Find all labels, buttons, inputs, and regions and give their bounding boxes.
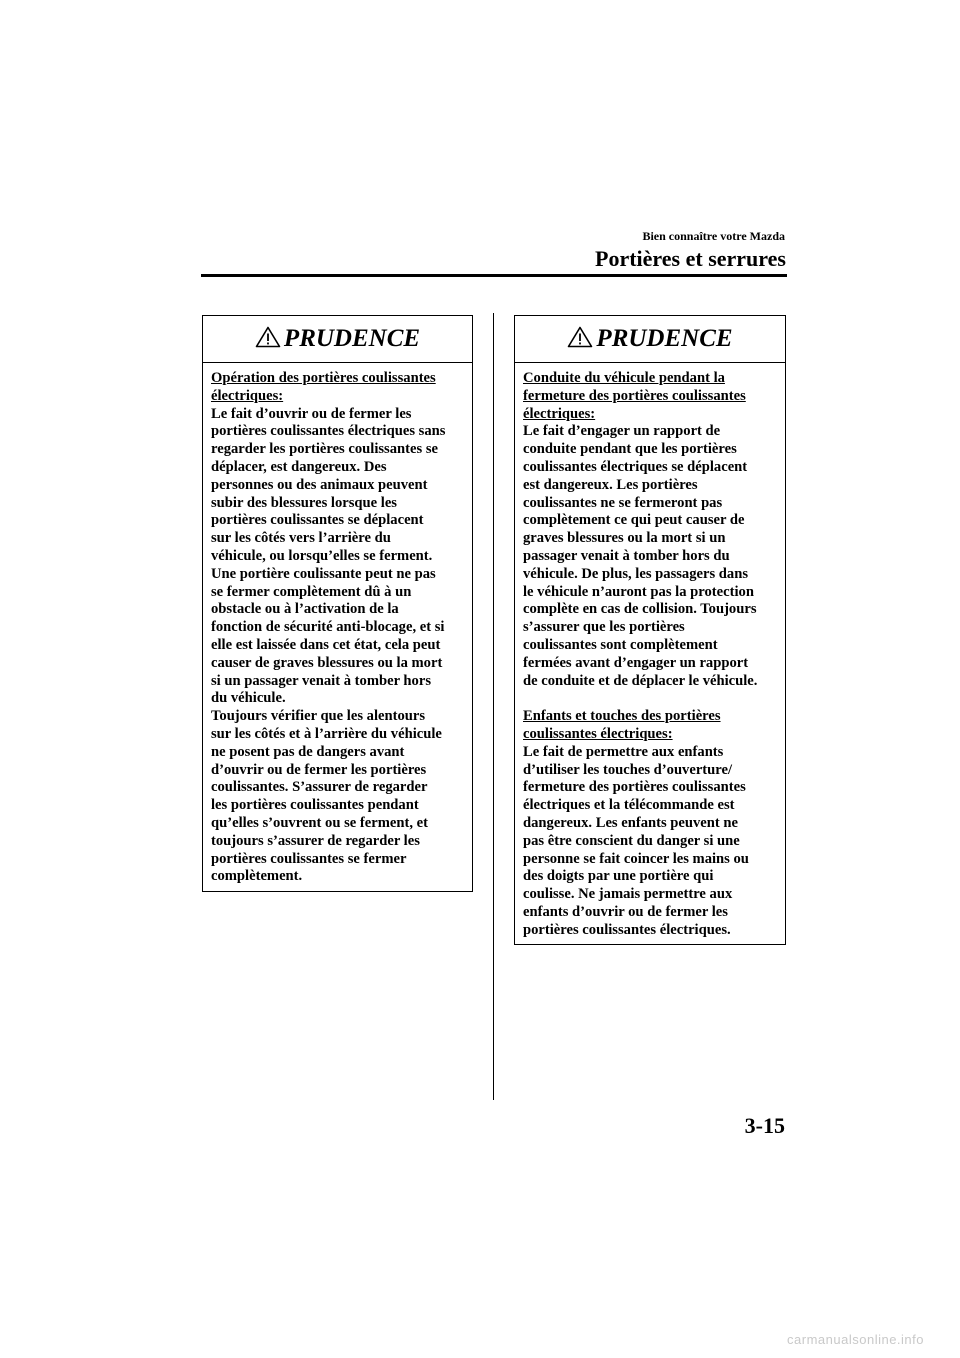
caution-text-line: dangereux. Les enfants peuvent ne — [523, 814, 739, 831]
caution-body-left — [203, 363, 472, 886]
caution-text-line: portières coulissantes électriques sans — [211, 423, 446, 440]
caution-heading: PRUDENCE — [283, 325, 421, 352]
caution-subheading-line: fermeture des portières coulissantes — [523, 387, 746, 404]
caution-text-line: véhicule, ou lorsqu’elles se ferment. — [211, 547, 433, 564]
caution-subheading-line: électriques: — [211, 387, 284, 404]
caution-text-line: elle est laissée dans cet état, cela peut — [211, 636, 441, 653]
section-title: Portières et serrures — [595, 246, 786, 271]
caution-subheading-line: Enfants et touches des portières — [523, 708, 721, 725]
caution-text-line: sur les côtés vers l’arrière du — [211, 530, 391, 547]
caution-text-line: toujours s’assurer de regarder les — [211, 832, 420, 849]
warning-triangle-icon — [567, 326, 593, 348]
column-divider — [493, 313, 494, 1100]
caution-text-line: sur les côtés et à l’arrière du véhicule — [211, 725, 442, 742]
caution-text-line: Le fait d’ouvrir ou de fermer les — [211, 405, 412, 422]
caution-text-line: qu’elles s’ouvrent ou se ferment, et — [211, 814, 428, 831]
caution-text-line: obstacle ou à l’activation de la — [211, 601, 399, 618]
caution-text-line: complètement ce qui peut causer de — [523, 512, 745, 529]
caution-text-line: d’utiliser les touches d’ouverture/ — [523, 761, 733, 778]
caution-text-line: véhicule. De plus, les passagers dans — [523, 565, 749, 582]
warning-triangle-icon — [255, 326, 281, 348]
caution-text-line: portières coulissantes se déplacent — [211, 512, 424, 529]
caution-box-right — [514, 315, 786, 945]
caution-subheading-line: électriques: — [523, 405, 596, 422]
caution-subheading-line: coulissantes électriques: — [523, 725, 673, 742]
caution-text-line: coulissantes sont complètement — [523, 636, 718, 653]
caution-box-header — [515, 316, 785, 363]
header-rule — [201, 274, 787, 277]
caution-text-line: personnes ou des animaux peuvent — [211, 476, 428, 493]
caution-box-header — [203, 316, 472, 363]
caution-text-line: fermées avant d’engager un rapport — [523, 654, 749, 671]
caution-text-line: se fermer complètement dû à un — [211, 583, 412, 600]
caution-heading: PRUDENCE — [596, 325, 733, 352]
watermark: carmanualsonline.info — [787, 1332, 924, 1347]
caution-text-line: portières coulissantes électriques. — [523, 921, 731, 938]
caution-text-line: coulissantes ne se fermeront pas — [523, 494, 723, 511]
caution-box-left — [202, 315, 473, 892]
caution-text-line: le véhicule n’auront pas la protection — [523, 583, 754, 600]
caution-text-line: coulissantes. S’assurer de regarder — [211, 779, 428, 796]
page-number: 3-15 — [744, 1113, 785, 1138]
caution-text-line: portières coulissantes se fermer — [211, 850, 407, 867]
caution-text-line: coulisse. Ne jamais permettre aux — [523, 886, 733, 903]
caution-text-line: regarder les portières coulissantes se — [211, 441, 438, 458]
caution-text-line: Une portière coulissante peut ne pas — [211, 565, 436, 582]
caution-text-line: de conduite et de déplacer le véhicule. — [523, 672, 758, 689]
caution-text-line: déplacer, est dangereux. Des — [211, 458, 387, 475]
chapter-title: Bien connaître votre Mazda — [642, 229, 785, 243]
caution-text-line: d’ouvrir ou de fermer les portières — [211, 761, 427, 778]
caution-text-line: si un passager venait à tomber hors — [211, 672, 432, 689]
caution-text-line: pas être conscient du danger si une — [523, 832, 740, 849]
caution-text-line: ne posent pas de dangers avant — [211, 743, 405, 760]
caution-text-line: fermeture des portières coulissantes — [523, 779, 746, 796]
caution-text-line: enfants d’ouvrir ou de fermer les — [523, 903, 728, 920]
caution-text-line: complète en cas de collision. Toujours — [523, 601, 757, 618]
caution-subheading-line: Conduite du véhicule pendant la — [523, 370, 725, 386]
caution-body-right — [515, 363, 785, 940]
caution-text-line: est dangereux. Les portières — [523, 476, 698, 493]
caution-text-line: Toujours vérifier que les alentours — [211, 708, 426, 725]
caution-text-line: passager venait à tomber hors du — [523, 547, 730, 564]
caution-subheading-line: Opération des portières coulissantes — [211, 370, 436, 386]
caution-text-line: les portières coulissantes pendant — [211, 797, 419, 814]
caution-text-line: fonction de sécurité anti-blocage, et si — [211, 619, 445, 636]
caution-text-line: coulissantes électriques se déplacent — [523, 458, 748, 475]
caution-text-line: subir des blessures lorsque les — [211, 494, 397, 511]
caution-text-line: conduite pendant que les portières — [523, 441, 737, 458]
caution-text-line: du véhicule. — [211, 690, 286, 707]
caution-text-line: s’assurer que les portières — [523, 619, 685, 636]
caution-text-line: complètement. — [211, 868, 303, 885]
caution-text-line: électriques et la télécommande est — [523, 797, 735, 814]
caution-text-line: des doigts par une portière qui — [523, 868, 714, 885]
caution-text-line: Le fait d’engager un rapport de — [523, 423, 721, 440]
caution-text-line: graves blessures ou la mort si un — [523, 530, 726, 547]
caution-text-line: personne se fait coincer les mains ou — [523, 850, 749, 867]
caution-text-line: Le fait de permettre aux enfants — [523, 743, 724, 760]
caution-text-line: causer de graves blessures ou la mort — [211, 654, 443, 671]
paragraph-gap — [523, 690, 779, 708]
